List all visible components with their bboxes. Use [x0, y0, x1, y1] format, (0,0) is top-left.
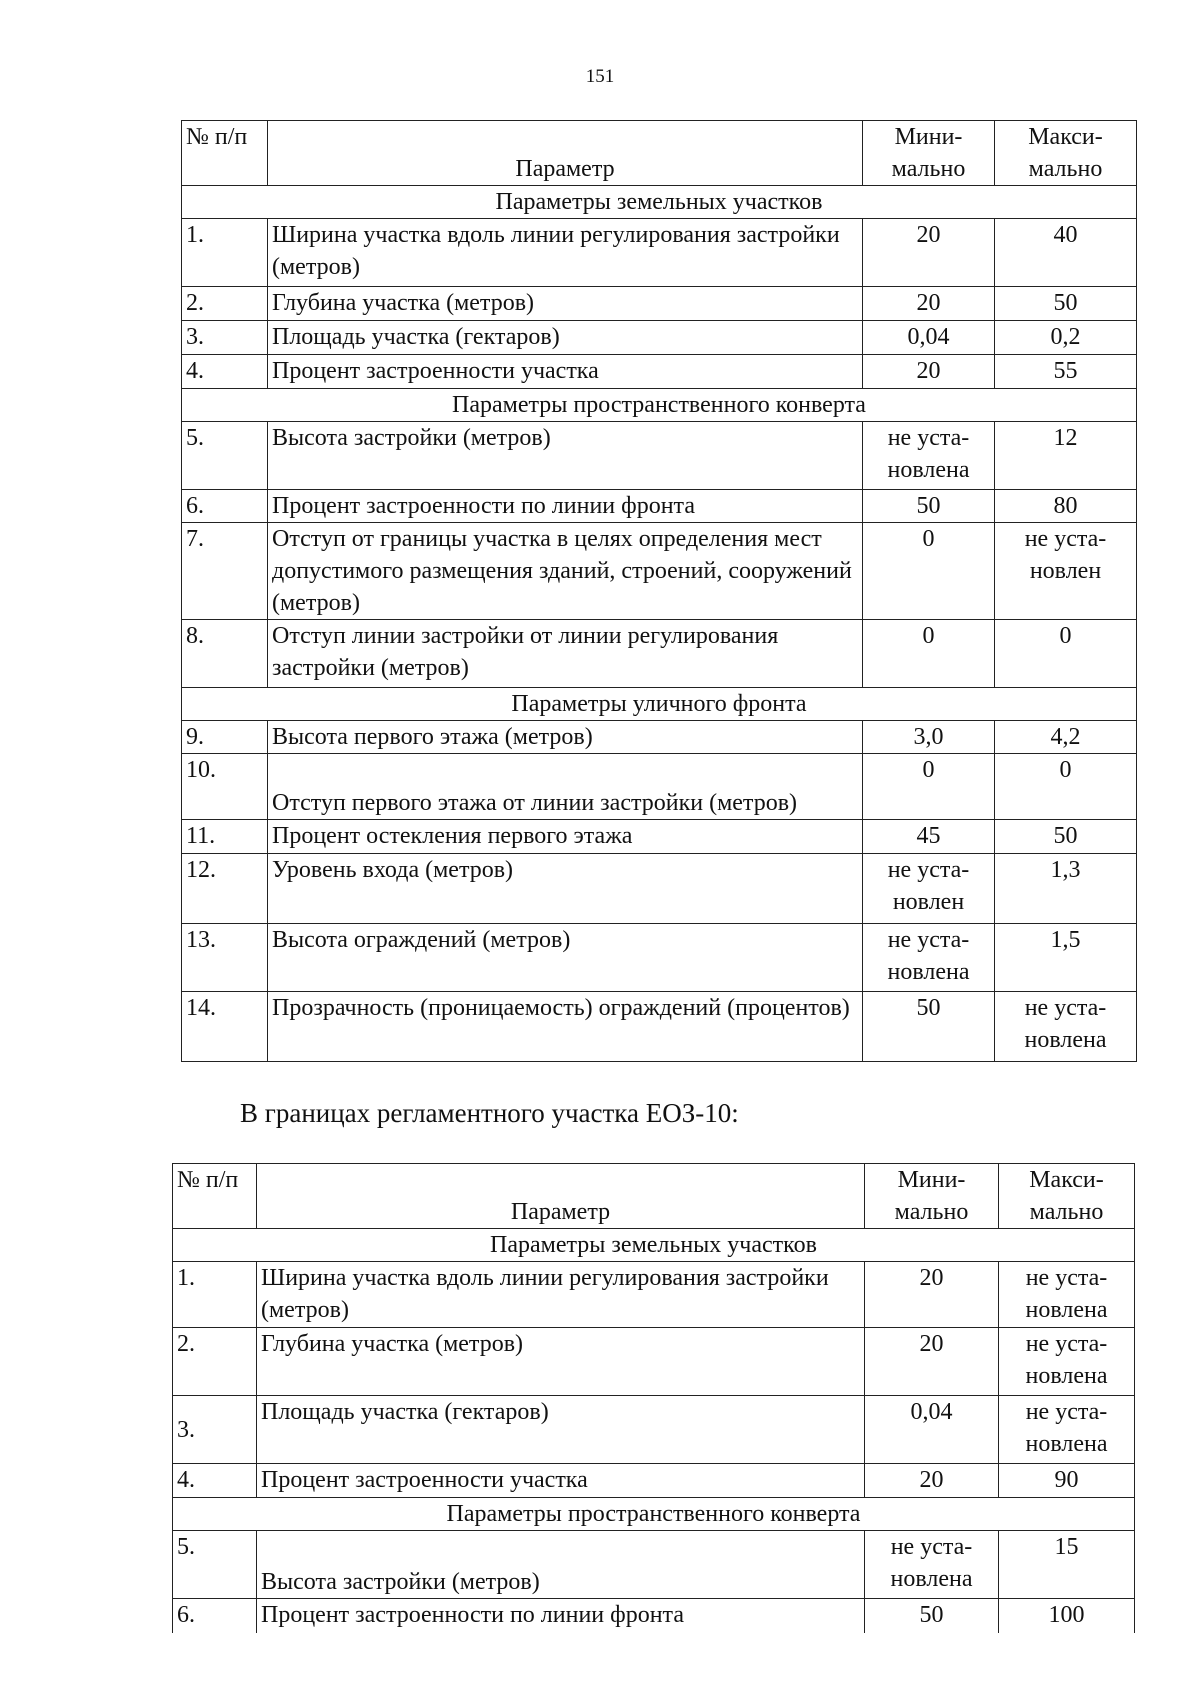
table-header-row [173, 1164, 1135, 1229]
row-parameter: Высота первого этажа (метров) [268, 721, 863, 754]
section-row [182, 389, 1137, 422]
row-number: 4. [182, 355, 268, 389]
row-maximum: 40 [995, 219, 1137, 287]
row-number: 1. [173, 1262, 257, 1328]
row-minimum: 0 [863, 754, 995, 820]
row-parameter: Процент застроенности участка [268, 355, 863, 389]
row-maximum: 0 [995, 754, 1137, 820]
row-maximum: не уста-новлена [999, 1328, 1135, 1396]
row-number: 3. [173, 1396, 257, 1464]
table-row [182, 321, 1137, 355]
section-row [173, 1498, 1135, 1531]
row-maximum: 15 [999, 1531, 1135, 1599]
section-title: Параметры пространственного конверта [173, 1498, 1135, 1531]
row-parameter: Глубина участка (метров) [257, 1328, 865, 1396]
row-parameter: Процент застроенности по линии фронта [268, 490, 863, 523]
row-minimum: не уста-новлена [863, 924, 995, 992]
row-number: 9. [182, 721, 268, 754]
table-row [182, 355, 1137, 389]
header-minimum: Мини-мально [863, 121, 995, 186]
header-number: № п/п [182, 121, 268, 186]
header-number: № п/п [173, 1164, 257, 1229]
table-row [182, 854, 1137, 924]
row-minimum: 20 [865, 1328, 999, 1396]
row-number: 3. [182, 321, 268, 355]
row-parameter: Высота застройки (метров) [257, 1531, 865, 1599]
row-minimum: 50 [863, 992, 995, 1062]
row-minimum: 50 [865, 1599, 999, 1633]
table-row [182, 992, 1137, 1062]
section-caption: В границах регламентного участка ЕОЗ-10: [240, 1098, 739, 1128]
table-row [182, 523, 1137, 620]
section-title: Параметры земельных участков [173, 1229, 1135, 1262]
row-minimum: 0 [863, 523, 995, 620]
row-maximum: 50 [995, 287, 1137, 321]
row-maximum: 80 [995, 490, 1137, 523]
table-row [173, 1464, 1135, 1498]
row-parameter: Высота ограждений (метров) [268, 924, 863, 992]
row-parameter: Ширина участка вдоль линии регулирования застройки (метров) [268, 219, 863, 287]
row-maximum: 1,3 [995, 854, 1137, 924]
row-maximum: 0 [995, 620, 1137, 688]
table-row [182, 422, 1137, 490]
row-number: 11. [182, 820, 268, 854]
row-parameter: Глубина участка (метров) [268, 287, 863, 321]
table-row [182, 287, 1137, 321]
row-maximum: 4,2 [995, 721, 1137, 754]
row-minimum: не уста-новлен [863, 854, 995, 924]
table-row [182, 721, 1137, 754]
table-row [173, 1599, 1135, 1633]
table-row [182, 620, 1137, 688]
row-minimum: 50 [863, 490, 995, 523]
table-row [182, 754, 1137, 820]
row-number: 6. [173, 1599, 257, 1633]
row-parameter: Отступ линии застройки от линии регулирования застройки (метров) [268, 620, 863, 688]
row-minimum: 20 [863, 355, 995, 389]
section-title: Параметры пространственного конверта [182, 389, 1137, 422]
row-minimum: 20 [865, 1262, 999, 1328]
row-number: 5. [182, 422, 268, 490]
row-maximum: 100 [999, 1599, 1135, 1633]
row-number: 5. [173, 1531, 257, 1599]
row-minimum: 0,04 [865, 1396, 999, 1464]
row-parameter: Уровень входа (метров) [268, 854, 863, 924]
row-minimum: 20 [865, 1464, 999, 1498]
header-maximum: Макси-мально [999, 1164, 1135, 1229]
table-row [173, 1328, 1135, 1396]
table-row [173, 1262, 1135, 1328]
row-maximum: не уста-новлен [995, 523, 1137, 620]
row-number: 6. [182, 490, 268, 523]
section-row [173, 1229, 1135, 1262]
row-minimum: 20 [863, 219, 995, 287]
table-row [173, 1531, 1135, 1599]
table-2-body [173, 1164, 1135, 1633]
table-header-row [182, 121, 1137, 186]
section-row [182, 688, 1137, 721]
row-maximum: 50 [995, 820, 1137, 854]
row-parameter: Отступ первого этажа от линии застройки (метров) [268, 754, 863, 820]
table-row [173, 1396, 1135, 1464]
row-maximum: 12 [995, 422, 1137, 490]
row-number: 10. [182, 754, 268, 820]
row-number: 12. [182, 854, 268, 924]
header-minimum: Мини-мально [865, 1164, 999, 1229]
row-parameter: Высота застройки (метров) [268, 422, 863, 490]
row-minimum: 20 [863, 287, 995, 321]
row-parameter: Прозрачность (проницаемость) ограждений (процентов) [268, 992, 863, 1062]
row-parameter: Отступ от границы участка в целях определения мест допустимого размещения зданий, строений, сооружений (метров) [268, 523, 863, 620]
row-minimum: не уста-новлена [865, 1531, 999, 1599]
row-parameter: Площадь участка (гектаров) [257, 1396, 865, 1464]
header-parameter: Параметр [268, 121, 863, 186]
table-row [182, 219, 1137, 287]
parameters-table-2 [172, 1163, 1135, 1633]
row-maximum: не уста-новлена [999, 1396, 1135, 1464]
row-number: 2. [173, 1328, 257, 1396]
row-minimum: 0,04 [863, 321, 995, 355]
row-minimum: 45 [863, 820, 995, 854]
row-maximum: не уста-новлена [999, 1262, 1135, 1328]
row-parameter: Процент застроенности по линии фронта [257, 1599, 865, 1633]
row-maximum: 90 [999, 1464, 1135, 1498]
row-parameter: Площадь участка (гектаров) [268, 321, 863, 355]
header-maximum: Макси-мально [995, 121, 1137, 186]
row-maximum: не уста-новлена [995, 992, 1137, 1062]
row-number: 8. [182, 620, 268, 688]
row-number: 4. [173, 1464, 257, 1498]
page-number: 151 [585, 66, 615, 87]
row-maximum: 1,5 [995, 924, 1137, 992]
section-title: Параметры земельных участков [182, 186, 1137, 219]
parameters-table-1 [181, 120, 1137, 1062]
row-number: 2. [182, 287, 268, 321]
row-number: 1. [182, 219, 268, 287]
row-minimum: 3,0 [863, 721, 995, 754]
row-maximum: 0,2 [995, 321, 1137, 355]
table-row [182, 820, 1137, 854]
section-title: Параметры уличного фронта [182, 688, 1137, 721]
row-parameter: Процент остекления первого этажа [268, 820, 863, 854]
row-parameter: Ширина участка вдоль линии регулирования застройки (метров) [257, 1262, 865, 1328]
row-minimum: не уста-новлена [863, 422, 995, 490]
row-number: 13. [182, 924, 268, 992]
row-parameter: Процент застроенности участка [257, 1464, 865, 1498]
table-row [182, 490, 1137, 523]
row-number: 14. [182, 992, 268, 1062]
row-maximum: 55 [995, 355, 1137, 389]
header-parameter: Параметр [257, 1164, 865, 1229]
table-row [182, 924, 1137, 992]
row-minimum: 0 [863, 620, 995, 688]
row-number: 7. [182, 523, 268, 620]
section-row [182, 186, 1137, 219]
table-1-body [182, 121, 1137, 1062]
